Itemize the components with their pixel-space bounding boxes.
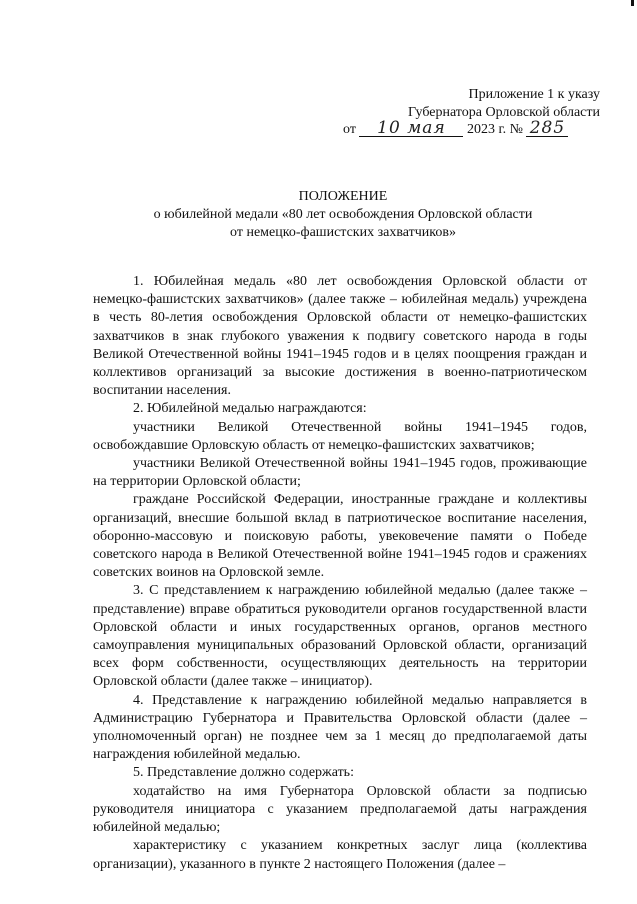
paragraph: граждане Российской Федерации, иностранные граждане и коллективы организаций, внесшие большой вклад в патриотическое воспитание населения, оборонно-массовую и поисковую работы, увековечение памяти о Победе советского народа в Великой Отечественной войне 1941–1945 годов и сражениях советских воинов на Орловской земле. (93, 492, 587, 581)
paragraph: участники Великой Отечественной войны 1941–1945 годов, проживающие на территории Орловской области; (93, 456, 587, 490)
handwritten-date: 10 мая (359, 121, 463, 137)
appendix-line-2: Губернатора Орловской области (407, 104, 600, 120)
from-label: от (343, 122, 356, 137)
document-title (93, 188, 593, 242)
document-body (93, 273, 587, 874)
appendix-line-1: Приложение 1 к указу (468, 87, 600, 102)
paragraph: 3. С представлением к награждению юбилейной медалью (далее также – представление) вправе обратиться руководители органов государственной власти Орловской области и иных государственных органов, органов местного самоуправления муниципальных образований Орловской области, организаций всех форм собственности, осуществляющих деятельность на территории Орловской области (далее также – инициатор). (93, 583, 587, 690)
paragraph: 4. Представление к награждению юбилейной медалью направляется в Администрацию Губернатора и Правительства Орловской области (далее – уполномоченный орган) не позднее чем за 1 месяц до предполагаемой даты награждения юбилейной медалью. (93, 692, 587, 763)
handwritten-number: 285 (526, 121, 568, 137)
appendix-date-line (340, 118, 600, 139)
title-line-2: о юбилейной медали «80 лет освобождения Орловской области (153, 207, 533, 222)
scan-corner-mark (631, 0, 634, 6)
paragraph: характеристику с указанием конкретных заслуг лица (коллектива организации), указанного в пункте 2 настоящего Положения (далее – (93, 838, 587, 872)
paragraph: 1. Юбилейная медаль «80 лет освобождения Орловской области от немецко-фашистских захватчиков» (далее также – юбилейная медаль) учреждена в честь 80-летия освобождения Орловской области от немецко-фашистских захватчиков в знак глубокого уважения к подвигу советского народа в годы Великой Отечественной войны 1941–1945 годов и в целях поощрения граждан и коллективов организаций за высокие достижения в военно-патриотическом воспитании населения. (93, 274, 587, 399)
title-line-3: от немецко-фашистских захватчиков» (230, 225, 456, 240)
appendix-header (340, 86, 600, 139)
paragraph: 5. Представление должно содержать: (133, 765, 354, 781)
year-label: 2023 г. № (466, 122, 523, 137)
paragraph: 2. Юбилейной медалью награждаются: (133, 401, 367, 417)
paragraph: участники Великой Отечественной войны 1941–1945 годов, освобождавшие Орловскую область от немецко-фашистских захватчиков; (93, 419, 587, 453)
paragraph: ходатайство на имя Губернатора Орловской области за подписью руководителя инициатора с указанием предполагаемой даты награждения юбилейной медалью; (93, 783, 587, 836)
title-line-1: ПОЛОЖЕНИЕ (298, 189, 388, 204)
